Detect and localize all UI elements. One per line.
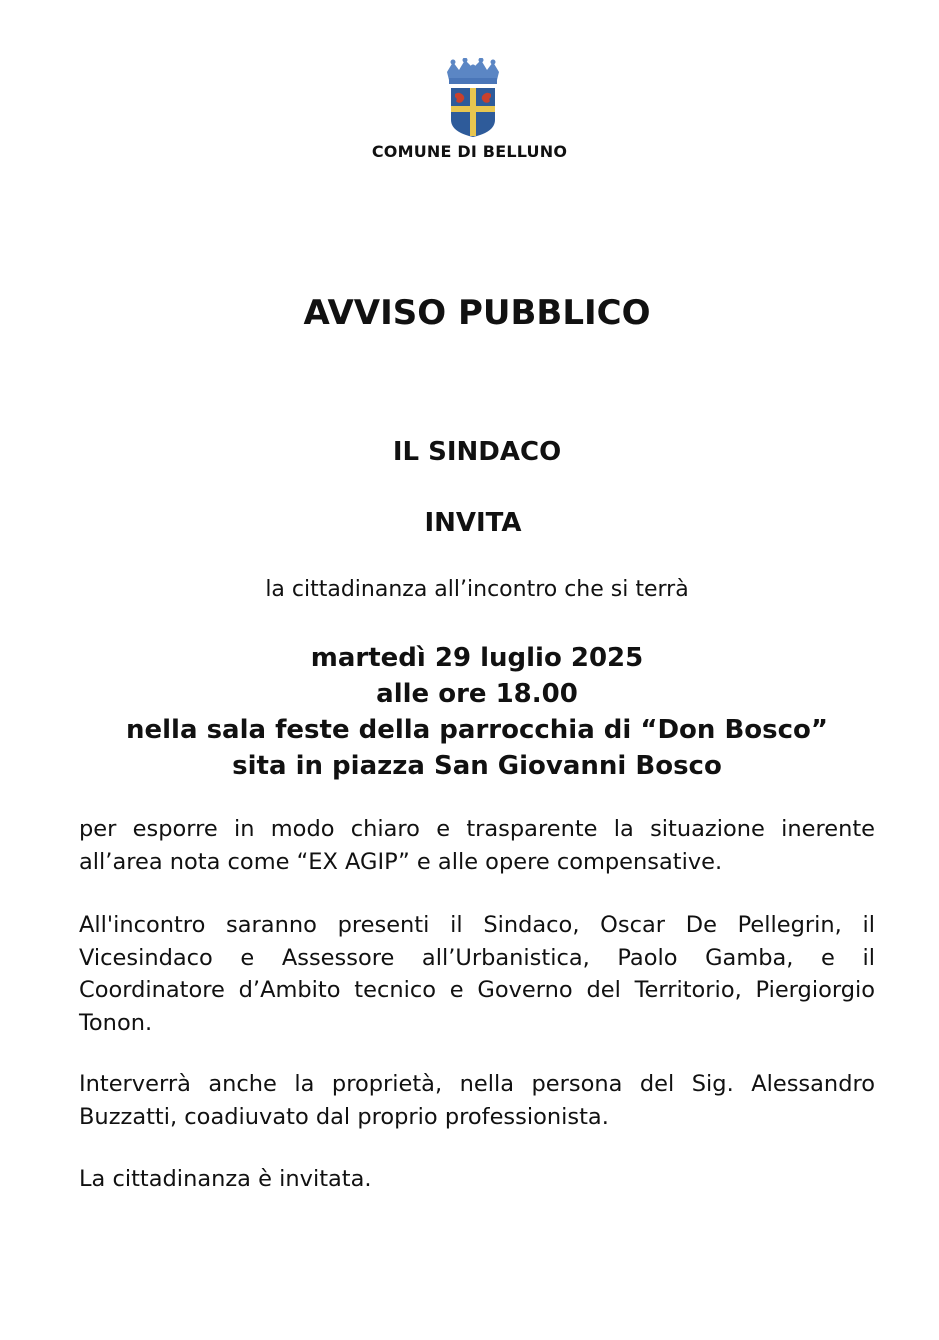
municipality-name: COMUNE DI BELLUNO <box>371 142 568 161</box>
coat-of-arms-icon <box>443 58 503 138</box>
event-details <box>0 640 939 784</box>
event-venue: nella sala feste della parrocchia di “Don Bosco” <box>126 715 828 745</box>
closing-paragraph: La cittadinanza è invitata. <box>79 1166 372 1192</box>
event-address: sita in piazza San Giovanni Bosco <box>232 751 722 781</box>
action-heading: INVITA <box>424 508 522 538</box>
issuer-heading: IL SINDACO <box>392 437 562 467</box>
property-paragraph: Interverrà anche la proprietà, nella persona del Sig. Alessandro Buzzatti, coadiuvato dal proprio professionista. <box>79 1071 875 1130</box>
event-date: martedì 29 luglio 2025 <box>310 643 644 673</box>
intro-line: la cittadinanza all’incontro che si terrà <box>265 577 689 602</box>
purpose-paragraph: per esporre in modo chiaro e trasparente la situazione inerente all’area nota come “EX AGIP” e alle opere compensative. <box>79 816 875 875</box>
document-title: AVVISO PUBBLICO <box>303 293 651 333</box>
event-time: alle ore 18.00 <box>376 679 578 709</box>
attendees-paragraph: All'incontro saranno presenti il Sindaco, Oscar De Pellegrin, il Vicesindaco e Assessore all’Urbanistica, Paolo Gamba, e il Coordinatore d’Ambito tecnico e Governo del Territorio, Piergiorgio Tonon. <box>79 912 875 1036</box>
